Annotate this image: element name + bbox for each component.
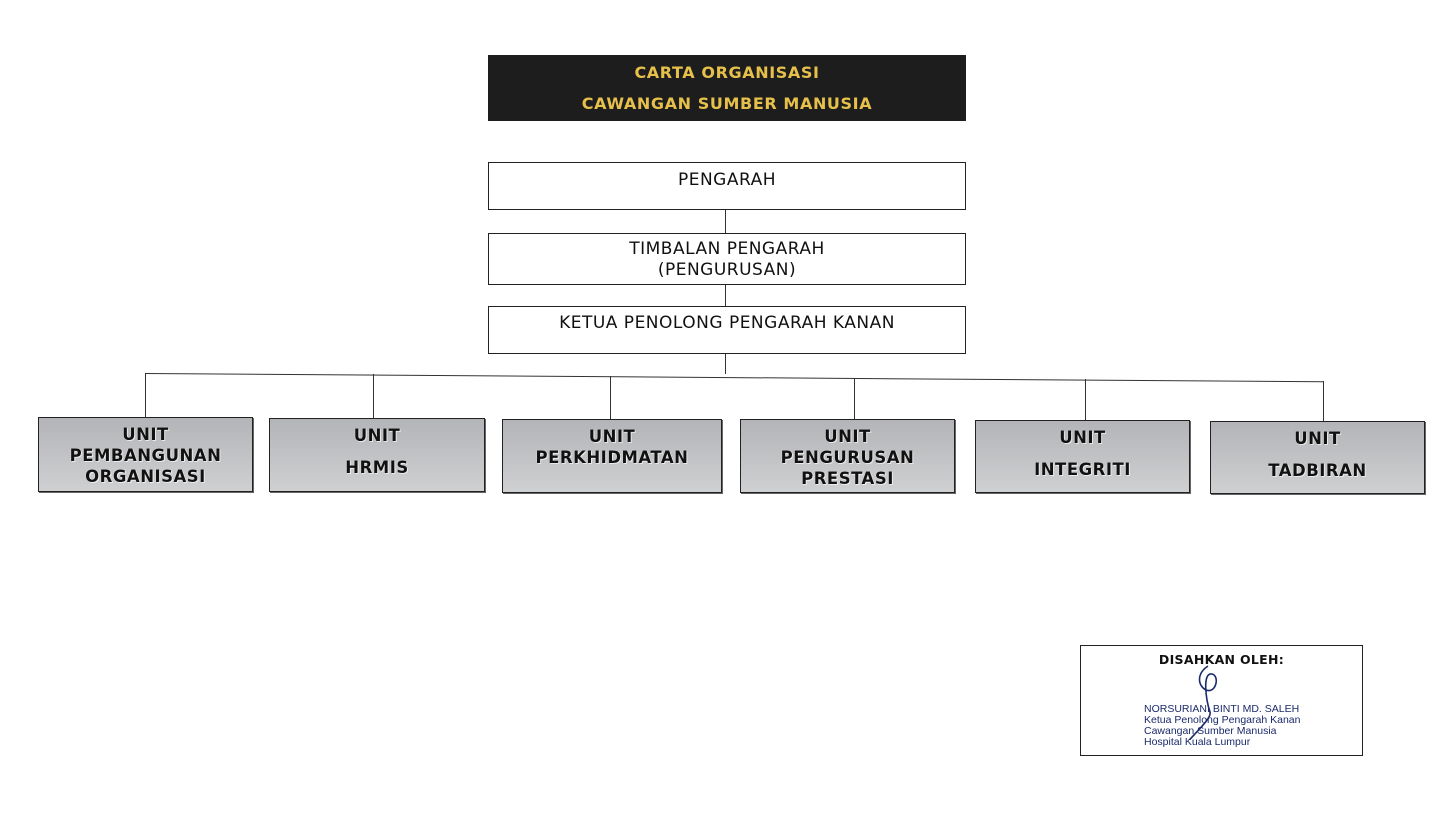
unit-box-integriti — [975, 420, 1190, 493]
connector-unit-6 — [1323, 381, 1324, 421]
unit-label-line1: UNIT — [1059, 428, 1106, 447]
unit-label-line3: ORGANISASI — [85, 467, 206, 486]
approval-name: NORSURIANI BINTI MD. SALEH — [1144, 703, 1300, 715]
connector-timbalan-ketua — [725, 285, 726, 306]
node-ketua-penolong — [488, 306, 966, 354]
unit-label-line3: PRESTASI — [801, 469, 894, 488]
chart-title-line2: CAWANGAN SUMBER MANUSIA — [581, 94, 873, 113]
approval-box — [1080, 645, 1363, 756]
connector-unit-4 — [854, 378, 855, 419]
unit-label-line2: PEMBANGUNAN — [69, 446, 222, 465]
node-pengarah-label: PENGARAH — [677, 170, 777, 190]
connector-unit-5 — [1085, 379, 1086, 420]
node-pengarah — [488, 162, 966, 210]
unit-label-line1: UNIT — [588, 427, 636, 446]
approval-hospital: Hospital Kuala Lumpur — [1144, 736, 1251, 748]
connector-ketua-down — [725, 354, 726, 374]
approval-signatory — [1144, 704, 1300, 748]
approval-position: Ketua Penolong Pengarah Kanan — [1144, 714, 1301, 726]
unit-box-hrmis — [269, 418, 485, 492]
unit-label-line2: HRMIS — [345, 458, 409, 477]
node-timbalan-label-line1: TIMBALAN PENGARAH — [629, 239, 825, 259]
unit-label-line2: INTEGRITI — [1034, 460, 1131, 479]
approval-department: Cawangan Sumber Manusia — [1144, 725, 1277, 737]
unit-label-line1: UNIT — [353, 426, 401, 445]
connector-unit-3 — [610, 376, 611, 419]
unit-label-line2: PENGURUSAN — [780, 448, 915, 467]
connector-horizontal-bus — [145, 373, 1324, 382]
unit-label-line1: UNIT — [824, 427, 871, 446]
chart-title-banner — [488, 55, 966, 121]
connector-pengarah-timbalan — [725, 210, 726, 233]
approval-heading: DISAHKAN OLEH: — [1158, 652, 1285, 667]
unit-box-pengurusan-prestasi — [740, 419, 955, 493]
unit-label-line2: TADBIRAN — [1268, 461, 1367, 480]
unit-label-line1: UNIT — [1294, 429, 1341, 448]
node-timbalan-label-line2: (PENGURUSAN) — [657, 260, 797, 280]
unit-label-line1: UNIT — [122, 425, 169, 444]
connector-unit-1 — [145, 373, 146, 417]
chart-title-line1: CARTA ORGANISASI — [634, 63, 820, 82]
unit-box-pembangunan-organisasi — [38, 417, 253, 492]
node-timbalan-pengarah — [488, 233, 966, 285]
node-ketua-label: KETUA PENOLONG PENGARAH KANAN — [559, 313, 895, 333]
unit-box-tadbiran — [1210, 421, 1425, 494]
connector-unit-2 — [373, 374, 374, 418]
unit-box-perkhidmatan — [502, 419, 722, 493]
unit-label-line2: PERKHIDMATAN — [535, 448, 689, 467]
